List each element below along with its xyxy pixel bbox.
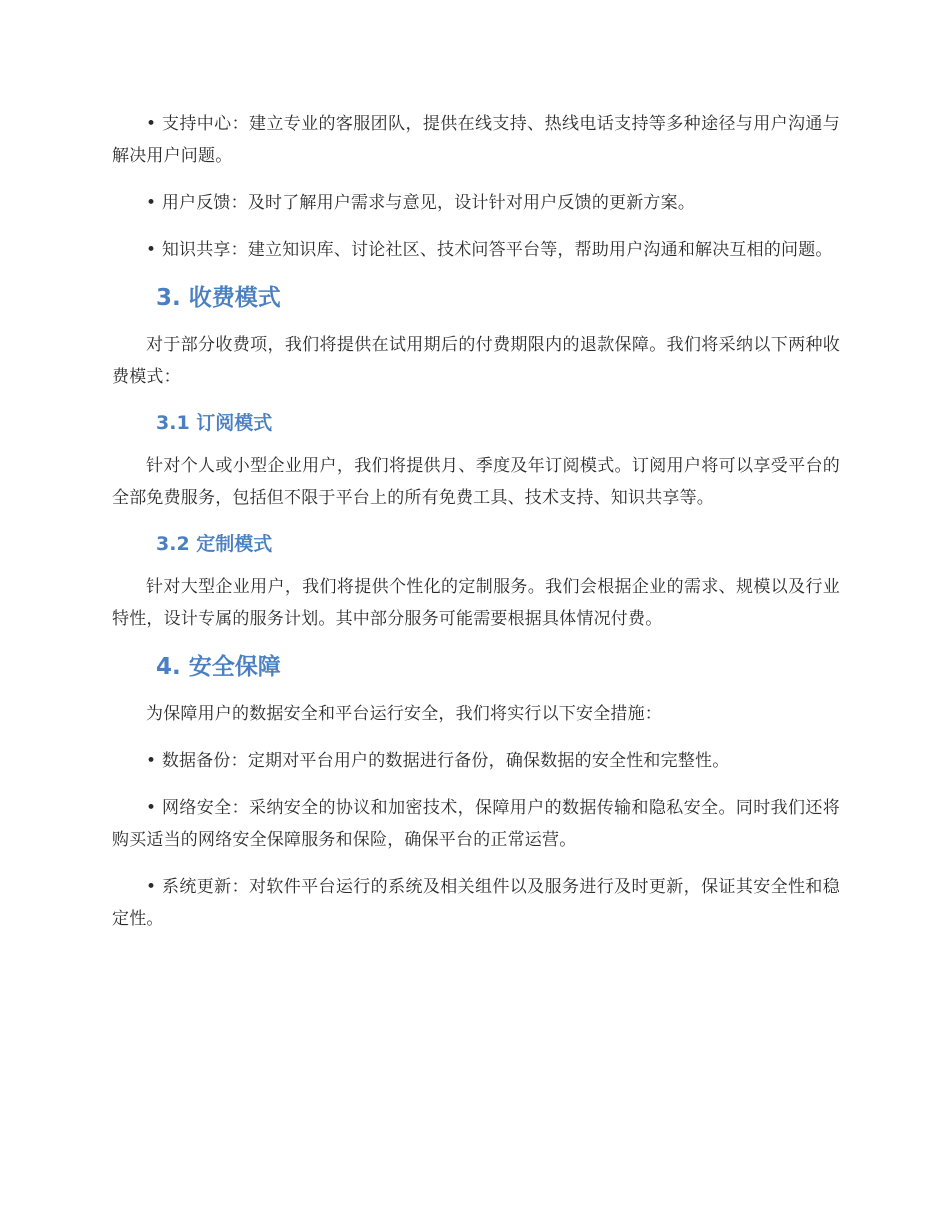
- support-center-item: • 支持中心：建立专业的客服团队，提供在线支持、热线电话支持等多种途径与用户沟通与解决用户问题。: [112, 114, 840, 166]
- section-4-heading: 4. 安全保障: [156, 654, 281, 680]
- system-update-item: • 系统更新：对软件平台运行的系统及相关组件以及服务进行及时更新，保证其安全性和稳定性。: [112, 877, 840, 929]
- section-4-intro: 为保障用户的数据安全和平台运行安全，我们将实行以下安全措施：: [146, 704, 662, 724]
- section-3-intro: 对于部分收费项，我们将提供在试用期后的付费期限内的退款保障。我们将采纳以下两种收费模式：: [112, 335, 840, 387]
- network-security-item: • 网络安全：采纳安全的协议和加密技术，保障用户的数据传输和隐私安全。同时我们还将购买适当的网络安全保障服务和保险，确保平台的正常运营。: [112, 798, 840, 850]
- data-backup-item: • 数据备份：定期对平台用户的数据进行备份，确保数据的安全性和完整性。: [146, 751, 730, 771]
- document-page: [112, 108, 840, 950]
- subsection-3-2-heading: 3.2 定制模式: [156, 533, 273, 555]
- knowledge-sharing-item: • 知识共享：建立知识库、讨论社区、技术问答平台等，帮助用户沟通和解决互相的问题。: [146, 240, 833, 260]
- subsection-3-1-body: 针对个人或小型企业用户，我们将提供月、季度及年订阅模式。订阅用户将可以享受平台的全部免费服务，包括但不限于平台上的所有免费工具、技术支持、知识共享等。: [112, 456, 840, 508]
- section-3-heading: 3. 收费模式: [156, 285, 281, 311]
- subsection-3-1-heading: 3.1 订阅模式: [156, 412, 273, 434]
- user-feedback-item: • 用户反馈：及时了解用户需求与意见，设计针对用户反馈的更新方案。: [146, 193, 696, 213]
- subsection-3-2-body: 针对大型企业用户，我们将提供个性化的定制服务。我们会根据企业的需求、规模以及行业特性，设计专属的服务计划。其中部分服务可能需要根据具体情况付费。: [112, 577, 840, 629]
